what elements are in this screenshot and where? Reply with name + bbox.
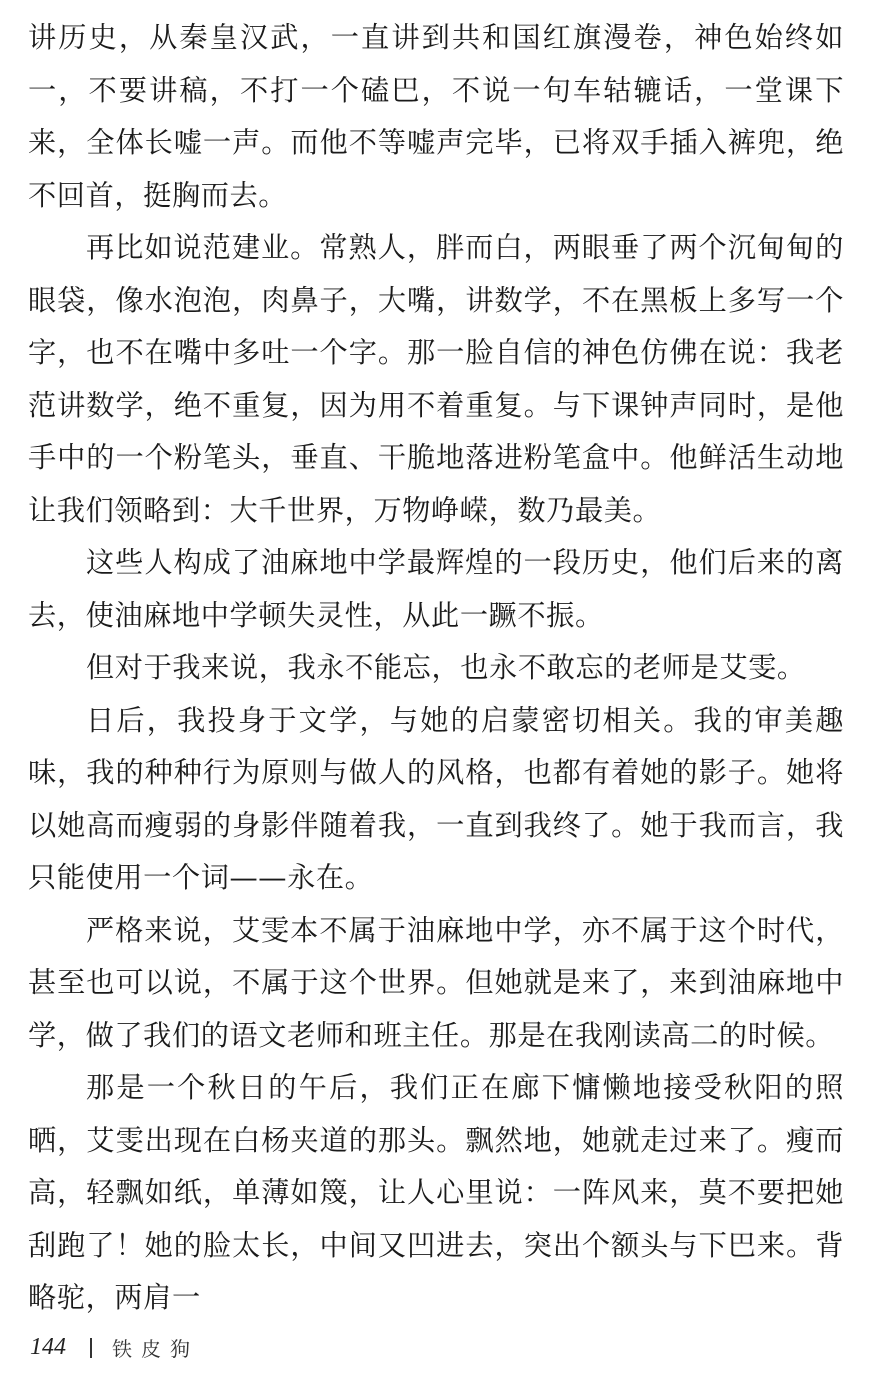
page-number: 144 xyxy=(30,1334,66,1360)
paragraph-4: 但对于我来说，我永不能忘，也永不敢忘的老师是艾雯。 xyxy=(86,651,806,684)
paragraph-5: 日后，我投身于文学，与她的启蒙密切相关。我的审美趣味，我的种种行为原则与做人的风格，也都有着她的影子。她将以她高而瘦弱的身影伴随着我，一直到我终了。她于我而言，我只能使用一个词——永在。 xyxy=(28,703,844,894)
book-title: 铁皮狗 xyxy=(112,1337,199,1361)
footer-divider xyxy=(90,1338,92,1358)
paragraph-2: 再比如说范建业。常熟人，胖而白，两眼垂了两个沉甸甸的眼袋，像水泡泡，肉鼻子，大嘴，讲数学，不在黑板上多写一个字，也不在嘴中多吐一个字。那一脸自信的神色仿佛在说：我老范讲数学，绝不重复，因为用不着重复。与下课钟声同时，是他手中的一个粉笔头，垂直、干脆地落进粉笔盒中。他鲜活生动地让我们领略到：大千世界，万物峥嵘，数乃最美。 xyxy=(28,231,844,527)
paragraph-3: 这些人构成了油麻地中学最辉煌的一段历史，他们后来的离去，使油麻地中学顿失灵性，从此一蹶不振。 xyxy=(28,546,844,632)
paragraph-1: 讲历史，从秦皇汉武，一直讲到共和国红旗漫卷，神色始终如一，不要讲稿，不打一个磕巴，不说一句车轱辘话，一堂课下来，全体长嘘一声。而他不等嘘声完毕，已将双手插入裤兜，绝不回首，挺胸而去。 xyxy=(28,21,844,212)
paragraph-7: 那是一个秋日的午后，我们正在廊下慵懒地接受秋阳的照晒，艾雯出现在白杨夹道的那头。飘然地，她就走过来了。瘦而高，轻飘如纸，单薄如篾，让人心里说：一阵风来，莫不要把她刮跑了！她的脸太长，中间又凹进去，突出个额头与下巴来。背略驼，两肩一 xyxy=(28,1071,844,1314)
page-footer xyxy=(30,1333,199,1362)
page-body xyxy=(28,12,844,1325)
paragraph-6: 严格来说，艾雯本不属于油麻地中学，亦不属于这个时代，甚至也可以说，不属于这个世界。但她就是来了，来到油麻地中学，做了我们的语文老师和班主任。那是在我刚读高二的时候。 xyxy=(28,913,844,1052)
